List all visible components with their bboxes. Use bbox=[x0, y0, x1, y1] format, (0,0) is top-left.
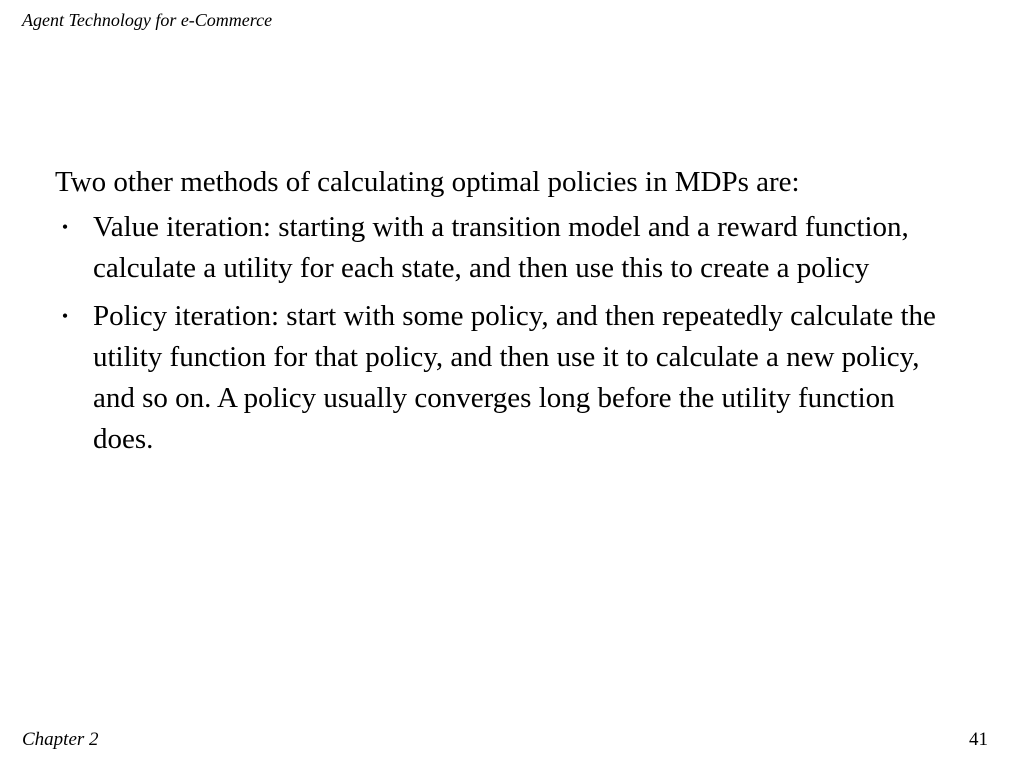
bullet-dot-icon bbox=[55, 296, 75, 337]
header-title: Agent Technology for e-Commerce bbox=[22, 10, 273, 30]
bullet-dot-icon bbox=[55, 207, 75, 248]
intro-text: Two other methods of calculating optimal policies in MDPs are: bbox=[55, 166, 800, 198]
slide-content bbox=[55, 162, 955, 467]
bullet-item-value-iteration bbox=[55, 207, 938, 289]
bullet-item-policy-iteration bbox=[55, 296, 938, 460]
bullet-text: Policy iteration: start with some policy, and then repeatedly calculate the utility function for that policy, and then use it to calculate a new policy, and so on. A policy usually converges long before the utility function does. bbox=[93, 300, 936, 455]
bullet-list bbox=[55, 207, 955, 460]
footer-chapter: Chapter 2 bbox=[22, 729, 99, 750]
page-number: 41 bbox=[969, 729, 988, 750]
bullet-text: Value iteration: starting with a transition model and a reward function, calculate a utility for each state, and then use this to create a policy bbox=[93, 211, 909, 284]
